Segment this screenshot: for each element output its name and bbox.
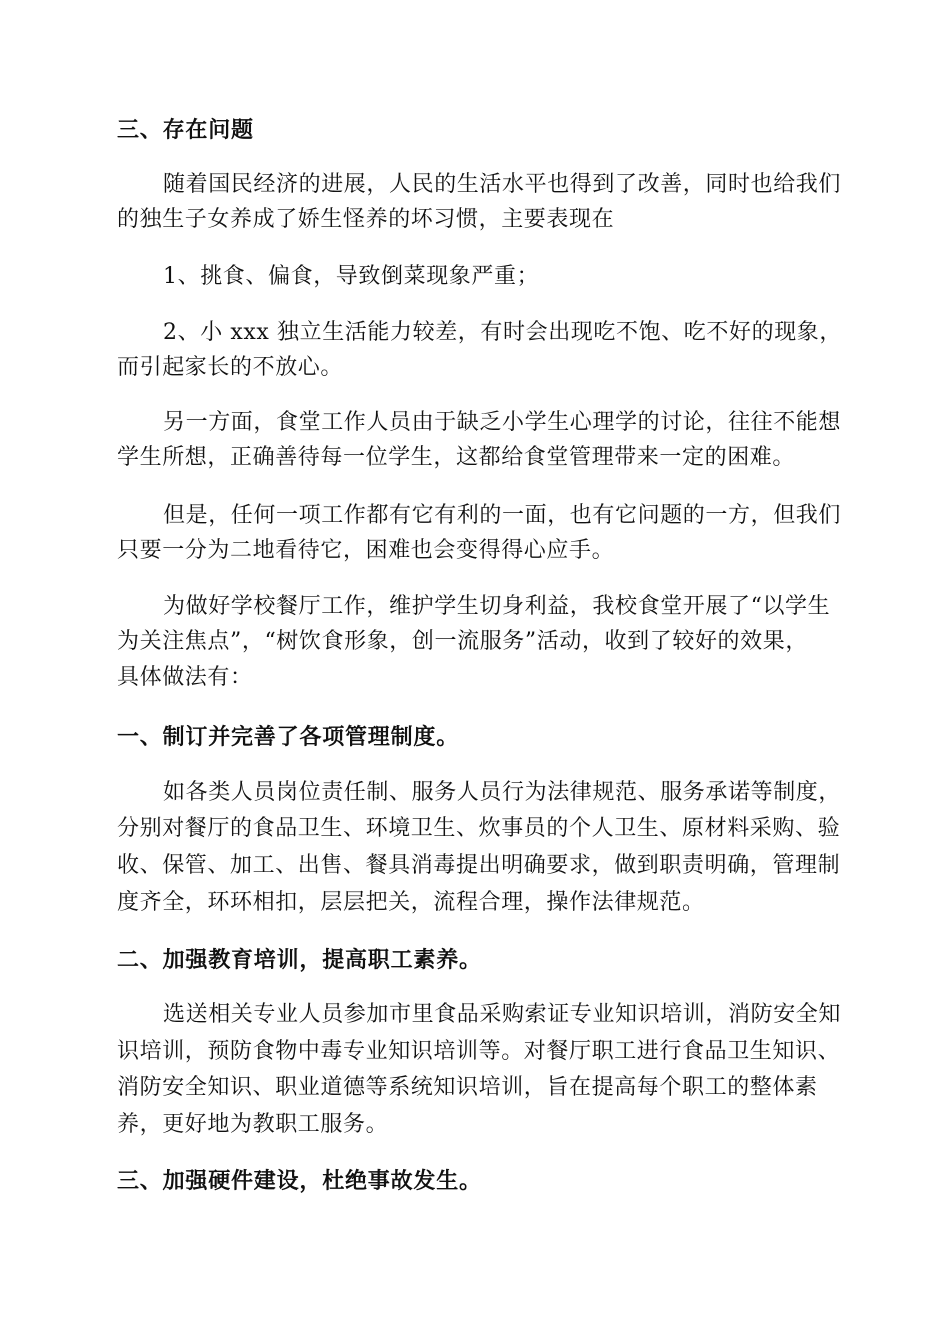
- paragraph-line: 收、保管、加工、出售、餐具消毒提出明确要求，做到职责明确，管理制: [117, 853, 841, 878]
- paragraph-line: 度齐全，环环相扣，层层把关，流程合理，操作法律规范。: [117, 890, 705, 915]
- section-heading-1: 一、制订并完善了各项管理制度。: [117, 725, 460, 750]
- paragraph-line: 为关注焦点”，“树饮食形象，创一流服务”活动，收到了较好的效果，: [117, 629, 808, 654]
- section-heading-2: 二、加强教育培训，提高职工素养。: [117, 948, 482, 973]
- paragraph-line: 养，更好地为教职工服务。: [117, 1112, 389, 1137]
- paragraph-line: 识培训，预防食物中毒专业知识培训等。对餐厅职工进行食品卫生知识、: [117, 1039, 841, 1064]
- paragraph-line: 但是，任何一项工作都有它有利的一面，也有它问题的一方，但我们: [163, 503, 842, 528]
- paragraph-line: 如各类人员岗位责任制、服务人员行为法律规范、服务承诺等制度，: [163, 780, 842, 805]
- list-item-1: 1、挑食、偏食，导致倒菜现象严重；: [163, 264, 540, 289]
- list-item-2: 2、小 xxx 独立生活能力较差，有时会出现吃不饱、吃不好的现象，: [163, 320, 843, 345]
- paragraph-line: 随着国民经济的进展，人民的生活水平也得到了改善，同时也给我们: [163, 172, 842, 197]
- section-heading-3: 三、加强硬件建设，杜绝事故发生。: [117, 1169, 482, 1194]
- paragraph-line: 另一方面，食堂工作人员由于缺乏小学生心理学的讨论，往往不能想: [163, 410, 842, 435]
- paragraph-line: 学生所想，正确善待每一位学生，这都给食堂管理带来一定的困难。: [117, 445, 796, 470]
- paragraph-line: 为做好学校餐厅工作，维护学生切身利益，我校食堂开展了“以学生: [163, 594, 831, 619]
- paragraph-line: 而引起家长的不放心。: [117, 355, 344, 380]
- paragraph-line: 分别对餐厅的食品卫生、环境卫生、炊事员的个人卫生、原材料采购、验: [117, 816, 841, 841]
- paragraph-line: 具体做法有：: [117, 665, 253, 690]
- paragraph-line: 的独生子女养成了娇生怪养的坏习惯，主要表现在: [117, 207, 615, 232]
- paragraph-line: 消防安全知识、职业道德等系统知识培训，旨在提高每个职工的整体素: [117, 1075, 818, 1100]
- section-heading-problems: 三、存在问题: [117, 118, 254, 143]
- paragraph-line: 选送相关专业人员参加市里食品采购索证专业知识培训，消防安全知: [163, 1002, 842, 1027]
- paragraph-line: 只要一分为二地看待它，困难也会变得得心应手。: [117, 538, 615, 563]
